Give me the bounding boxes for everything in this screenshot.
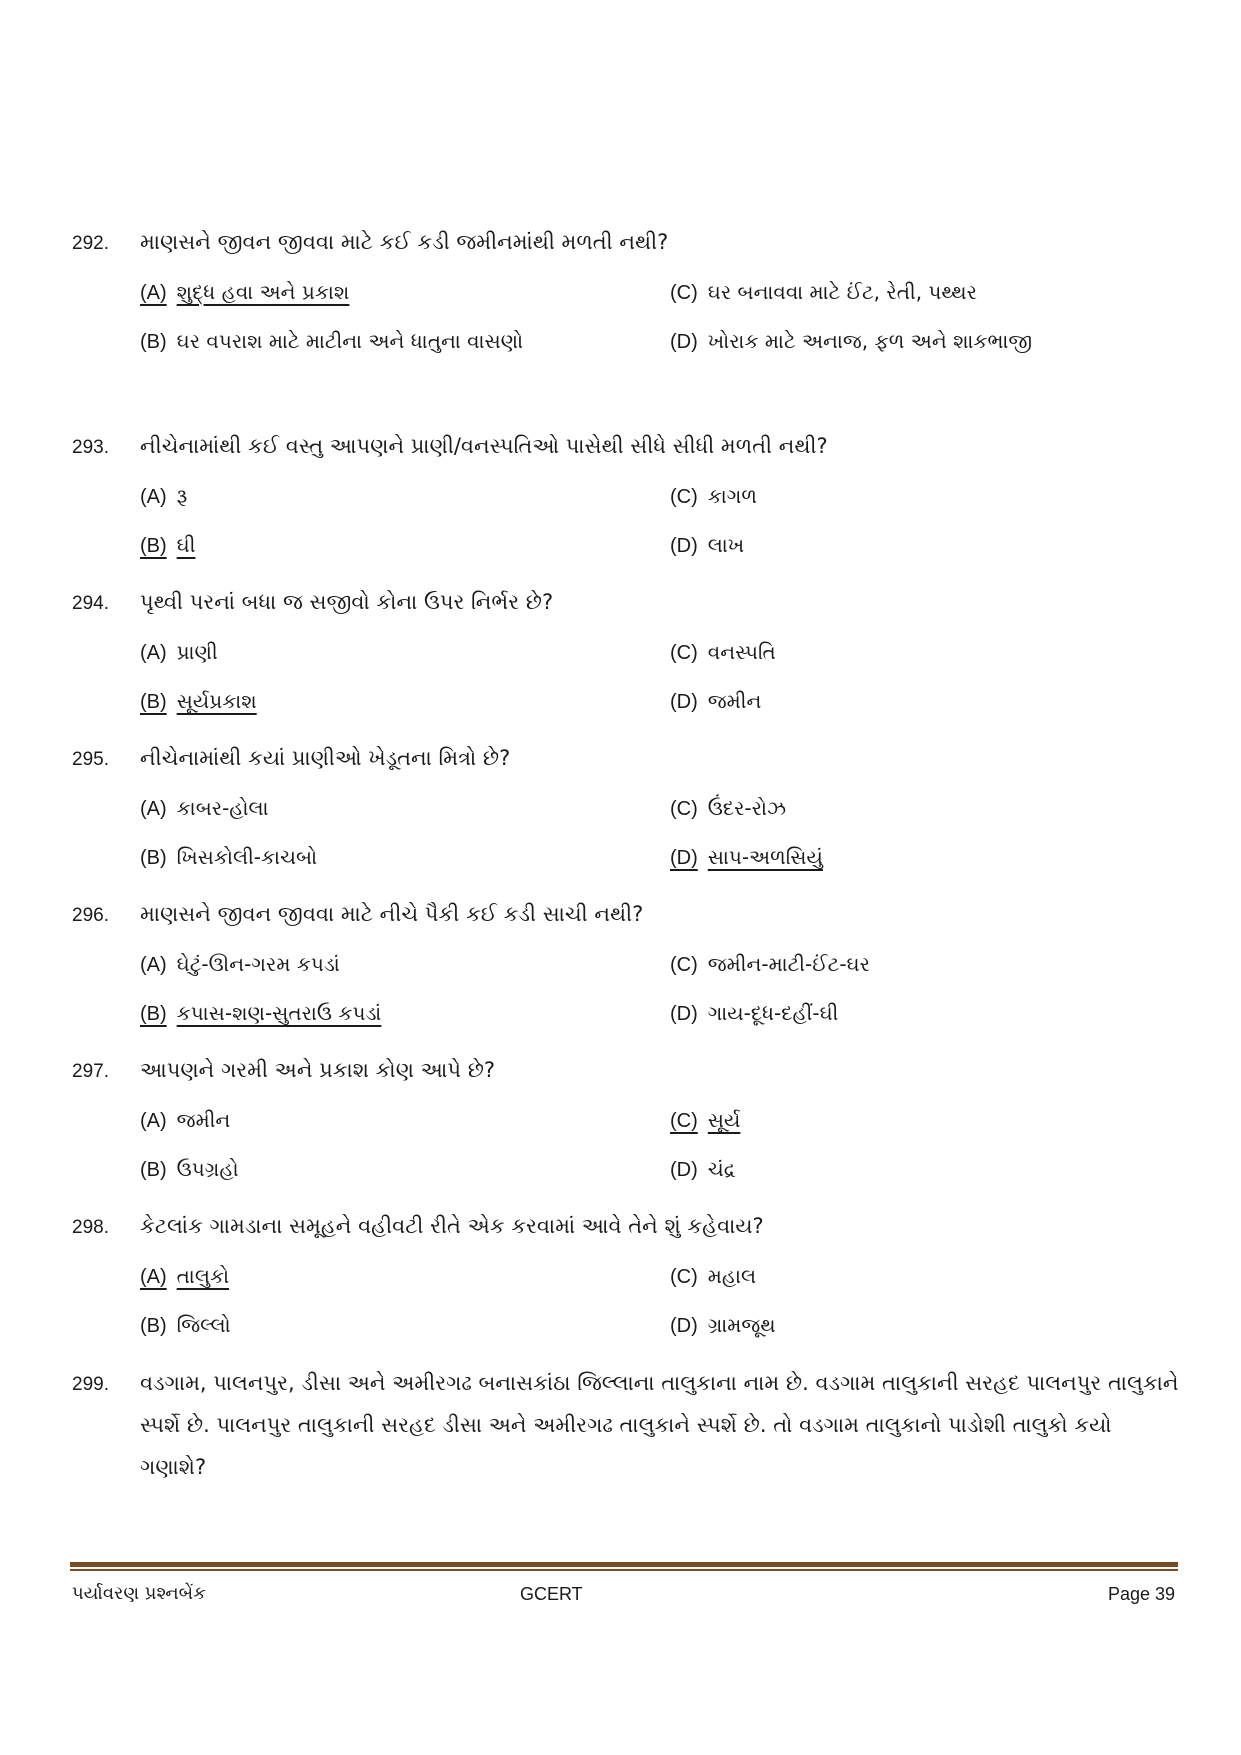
question-number: 297. bbox=[72, 1061, 109, 1082]
footer-divider-thin bbox=[70, 1569, 1178, 1571]
question-299 bbox=[72, 1362, 1182, 1488]
option-c: (C) ઉંદર-રોઝ bbox=[670, 796, 787, 820]
question-text: નીચેનામાંથી કઈ વસ્તુ આપણને પ્રાણી/વનસ્પતિઓ પાસેથી સીધે સીધી મળતી નથી? bbox=[140, 434, 828, 458]
option-d: (D) જમીન bbox=[670, 689, 762, 713]
option-c: (C) જમીન-માટી-ઈંટ-ઘર bbox=[670, 952, 870, 976]
question-number: 296. bbox=[72, 905, 109, 926]
option-a: (A) કાબર-હોલા bbox=[140, 796, 269, 820]
option-a: (A) તાલુકો bbox=[140, 1264, 230, 1288]
page-number: Page 39 bbox=[1107, 1584, 1175, 1604]
option-d: (D) ચંદ્ર bbox=[670, 1157, 736, 1181]
question-297 bbox=[72, 1050, 1182, 1190]
option-c: (C) સૂર્ય bbox=[670, 1108, 741, 1132]
question-292 bbox=[72, 222, 1182, 362]
question-295 bbox=[72, 738, 1182, 878]
question-296 bbox=[72, 894, 1182, 1034]
question-number: 298. bbox=[72, 1217, 109, 1238]
option-c: (C) મહાલ bbox=[670, 1264, 757, 1288]
question-text: કેટલાંક ગામડાના સમૂહને વહીવટી રીતે એક કરવામાં આવે તેને શું કહેવાય? bbox=[140, 1214, 764, 1238]
option-c: (C) વનસ્પતિ bbox=[670, 640, 776, 664]
option-b: (B) ઘર વપરાશ માટે માટીના અને ધાતુના વાસણો bbox=[140, 329, 524, 353]
option-b: (B) સૂર્યપ્રકાશ bbox=[140, 689, 257, 713]
footer-divider bbox=[70, 1562, 1178, 1567]
option-a: (A) શુદ્ધ હવા અને પ્રકાશ bbox=[140, 280, 350, 304]
option-b: (B) કપાસ-શણ-સુતરાઉ કપડાં bbox=[140, 1001, 382, 1025]
option-c: (C) કાગળ bbox=[670, 484, 757, 508]
option-b: (B) જિલ્લો bbox=[140, 1313, 231, 1337]
question-text: માણસને જીવન જીવવા માટે કઈ કડી જમીનમાંથી મળતી નથી? bbox=[140, 230, 669, 254]
question-294 bbox=[72, 582, 1182, 722]
question-293 bbox=[72, 426, 1182, 566]
question-text: નીચેનામાંથી કયાં પ્રાણીઓ ખેડૂતના મિત્રો છે? bbox=[140, 746, 511, 770]
question-number: 293. bbox=[72, 437, 109, 458]
option-d: (D) લાખ bbox=[670, 533, 745, 557]
option-c: (C) ઘર બનાવવા માટે ઈંટ, રેતી, પથ્થર bbox=[670, 280, 977, 304]
option-a: (A) પ્રાણી bbox=[140, 640, 218, 664]
option-d: (D) સાપ-અળસિયું bbox=[670, 845, 823, 869]
question-text: આપણને ગરમી અને પ્રકાશ કોણ આપે છે? bbox=[140, 1058, 496, 1082]
question-number: 295. bbox=[72, 749, 109, 770]
question-number: 294. bbox=[72, 593, 109, 614]
option-a: (A) રૂ bbox=[140, 484, 188, 508]
footer-publisher: GCERT bbox=[520, 1584, 583, 1604]
option-b: (B) ઉપગ્રહો bbox=[140, 1157, 239, 1181]
footer-book-title: પર્યાવરણ પ્રશ્નબેંક bbox=[72, 1583, 206, 1604]
question-text: પૃથ્વી પરનાં બધા જ સજીવો કોના ઉપર નિર્ભર છે? bbox=[140, 590, 554, 614]
question-number: 299. bbox=[72, 1374, 109, 1395]
option-d: (D) ખોરાક માટે અનાજ, ફળ અને શાકભાજી bbox=[670, 329, 1033, 353]
question-text: વડગામ, પાલનપુર, ડીસા અને અમીરગઢ બનાસકાંઠા જિલ્લાના તાલુકાના નામ છે. વડગામ તાલુકાની સરહદ પાલનપુર તાલુકાને સ્પર્શે છે. પાલનપુર તાલુકાની સરહદ ડીસા અને અમીરગઢ તાલુકાને સ્પર્શે છે. તો વડગામ તાલુકાનો પાડોશી તાલુકો કયો ગણાશે? bbox=[140, 1371, 1179, 1479]
question-text: માણસને જીવન જીવવા માટે નીચે પૈકી કઈ કડી સાચી નથી? bbox=[140, 902, 644, 926]
option-b: (B) ખિસકોલી-કાચબો bbox=[140, 845, 318, 869]
option-d: (D) ગાય-દૂધ-દહીં-ઘી bbox=[670, 1001, 839, 1025]
option-a: (A) જમીન bbox=[140, 1108, 231, 1132]
question-298 bbox=[72, 1206, 1182, 1346]
option-b: (B) ઘી bbox=[140, 533, 196, 557]
option-d: (D) ગ્રામજૂથ bbox=[670, 1313, 776, 1337]
option-a: (A) ઘેટું-ઊન-ગરમ કપડાં bbox=[140, 952, 340, 976]
question-number: 292. bbox=[72, 233, 109, 254]
